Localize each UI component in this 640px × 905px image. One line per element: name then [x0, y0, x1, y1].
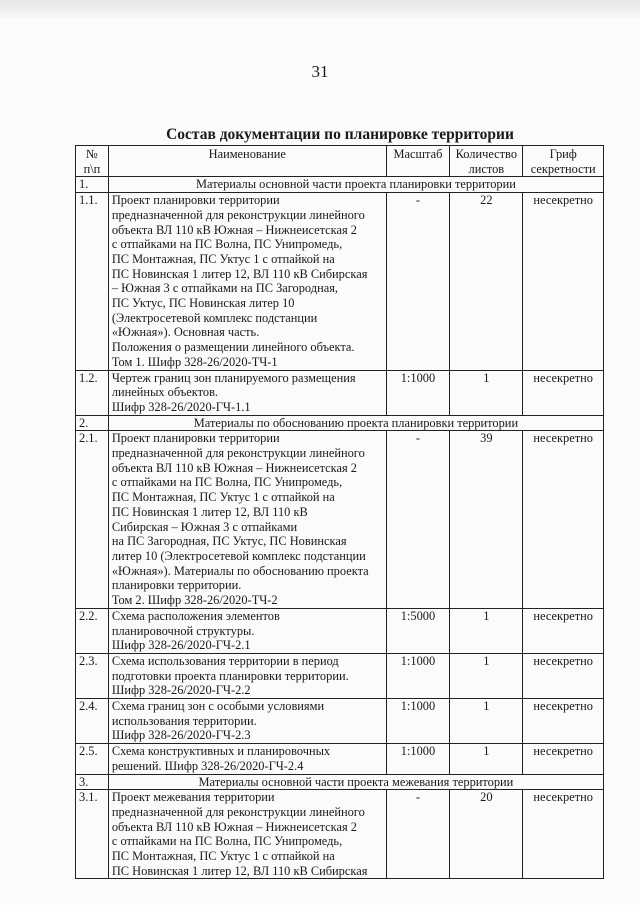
section-title: Материалы по обоснованию проекта планировки территории [108, 415, 603, 431]
item-name [108, 431, 386, 608]
item-secrecy: несекретно [523, 370, 604, 415]
item-scale: 1:1000 [386, 653, 450, 698]
item-name-line: планировочной структуры. [111, 623, 255, 638]
item-scale: 1:5000 [386, 608, 450, 653]
item-name-line: Схема границ зон с особыми условиями [111, 699, 325, 714]
item-name-line: ПС Новинская 1 литер 12, ВЛ 110 кВ Сибирская [111, 266, 368, 281]
item-secrecy: несекретно [523, 699, 604, 744]
item-number: 1.1. [76, 193, 109, 370]
item-name-line: Шифр 328-26/2020-ГЧ-2.1 [111, 638, 251, 653]
item-name-line: Шифр 328-26/2020-ГЧ-1.1 [111, 399, 251, 414]
item-name [108, 193, 386, 370]
table-row [76, 790, 604, 879]
table-row [76, 431, 604, 608]
table-row [76, 608, 604, 653]
item-name-line: Том 2. Шифр 328-26/2020-ТЧ-2 [111, 593, 278, 608]
item-name-line: использования территории. [111, 713, 257, 728]
item-number: 3.1. [76, 790, 109, 879]
item-name-line: подготовки проекта планировки территории. [111, 668, 349, 683]
item-name-line: Шифр 328-26/2020-ГЧ-2.3 [111, 728, 251, 743]
item-name [108, 653, 386, 698]
section-number: 2. [76, 415, 109, 431]
item-name-line: объекта ВЛ 110 кВ Южная – Нижнеисетская 2 [111, 819, 357, 834]
item-number: 2.3. [76, 653, 109, 698]
item-number: 2.5. [76, 744, 109, 774]
item-sheet-count: 1 [450, 608, 523, 653]
item-name [108, 744, 386, 774]
table-row [76, 193, 604, 370]
table-row [76, 653, 604, 698]
item-secrecy: несекретно [523, 431, 604, 608]
item-name-line: с отпайками на ПС Волна, ПС Унипромедь, [111, 475, 343, 490]
table-row [76, 699, 604, 744]
item-name-line: «Южная»). Материалы по обоснованию проекта [111, 563, 369, 578]
item-name-line: Положения о размещении линейного объекта. [111, 340, 355, 355]
item-name-line: Чертеж границ зон планируемого размещения [111, 370, 356, 385]
section-row [76, 774, 604, 790]
item-sheet-count: 1 [450, 370, 523, 415]
item-name-line: Шифр 328-26/2020-ГЧ-2.2 [111, 683, 251, 698]
section-number: 3. [76, 774, 109, 790]
item-secrecy: несекретно [523, 608, 604, 653]
item-number: 2.2. [76, 608, 109, 653]
section-number: 1. [76, 177, 109, 193]
header-num: № п\п [76, 146, 109, 177]
item-sheet-count: 39 [450, 431, 523, 608]
item-scale: 1:1000 [386, 744, 450, 774]
header-grif: Гриф секретности [523, 146, 604, 177]
item-name-line: предназначенной для реконструкции линейного [111, 207, 365, 222]
item-sheet-count: 1 [450, 744, 523, 774]
item-sheet-count: 1 [450, 653, 523, 698]
section-row [76, 415, 604, 431]
item-name-line: планировки территории. [111, 578, 242, 593]
item-name-line: «Южная»). Основная часть. [111, 325, 260, 340]
page-number: 31 [311, 62, 329, 81]
item-name-line: – Южная 3 с отпайками на ПС Загородная, [111, 281, 339, 296]
item-name-line: Схема конструктивных и планировочных [111, 744, 331, 759]
item-name-line: ПС Новинская 1 литер 12, ВЛ 110 кВ [111, 504, 308, 519]
item-name-line: Сибирская – Южная 3 с отпайками [111, 519, 298, 534]
item-name-line: ПС Монтажная, ПС Уктус 1 с отпайкой на [111, 490, 335, 505]
item-secrecy: несекретно [523, 744, 604, 774]
item-name-line: Проект планировки территории [111, 431, 280, 446]
item-secrecy: несекретно [523, 193, 604, 370]
item-name-line: ПС Новинская 1 литер 12, ВЛ 110 кВ Сибирская [111, 863, 368, 878]
table-header-row [76, 146, 604, 177]
section-title: Материалы основной части проекта планировки территории [108, 177, 603, 193]
item-scale: 1:1000 [386, 699, 450, 744]
item-name-line: Проект планировки территории [111, 193, 280, 208]
item-name-line: предназначенной для реконструкции линейного [111, 804, 365, 819]
item-name-line: Схема расположения элементов [111, 608, 280, 623]
item-name-line: Проект межевания территории [111, 790, 275, 805]
item-name-line: Том 1. Шифр 328-26/2020-ТЧ-1 [111, 354, 278, 369]
item-scale: 1:1000 [386, 370, 450, 415]
item-sheet-count: 22 [450, 193, 523, 370]
item-name [108, 608, 386, 653]
header-count: Количество листов [450, 146, 523, 177]
item-secrecy: несекретно [523, 790, 604, 879]
documentation-table [75, 145, 604, 879]
item-name-line: с отпайками на ПС Волна, ПС Унипромедь, [111, 237, 343, 252]
item-name-line: объекта ВЛ 110 кВ Южная – Нижнеисетская 2 [111, 222, 357, 237]
item-name-line: объекта ВЛ 110 кВ Южная – Нижнеисетская 2 [111, 460, 357, 475]
header-name: Наименование [108, 146, 386, 177]
item-name-line: линейных объектов. [111, 385, 219, 400]
item-number: 2.4. [76, 699, 109, 744]
item-secrecy: несекретно [523, 653, 604, 698]
section-title: Материалы основной части проекта межевания территории [108, 774, 603, 790]
table-body [76, 177, 604, 879]
item-scale: - [386, 193, 450, 370]
item-number: 2.1. [76, 431, 109, 608]
table-row [76, 370, 604, 415]
header-scale: Масштаб [386, 146, 450, 177]
item-sheet-count: 1 [450, 699, 523, 744]
item-name [108, 699, 386, 744]
item-name-line: предназначенной для реконструкции линейного [111, 446, 365, 461]
item-scale: - [386, 790, 450, 879]
scan-top-edge [0, 0, 640, 18]
item-name-line: Схема использования территории в период [111, 653, 339, 668]
section-row [76, 177, 604, 193]
item-name-line: литер 10 (Электросетевой комплекс подстанции [111, 548, 366, 563]
item-name-line: решений. Шифр 328-26/2020-ГЧ-2.4 [111, 758, 304, 773]
item-name [108, 790, 386, 879]
item-number: 1.2. [76, 370, 109, 415]
item-name-line: с отпайками на ПС Волна, ПС Унипромедь, [111, 834, 343, 849]
item-sheet-count: 20 [450, 790, 523, 879]
item-name [108, 370, 386, 415]
item-name-line: ПС Уктус, ПС Новинская литер 10 [111, 296, 295, 311]
item-name-line: на ПС Загородная, ПС Уктус, ПС Новинская [111, 534, 347, 549]
item-name-line: ПС Монтажная, ПС Уктус 1 с отпайкой на [111, 251, 335, 266]
item-name-line: ПС Монтажная, ПС Уктус 1 с отпайкой на [111, 849, 335, 864]
document-title: Состав документации по планировке территории [166, 126, 514, 143]
item-name-line: (Электросетевой комплекс подстанции [111, 310, 318, 325]
item-scale: - [386, 431, 450, 608]
table-row [76, 744, 604, 774]
